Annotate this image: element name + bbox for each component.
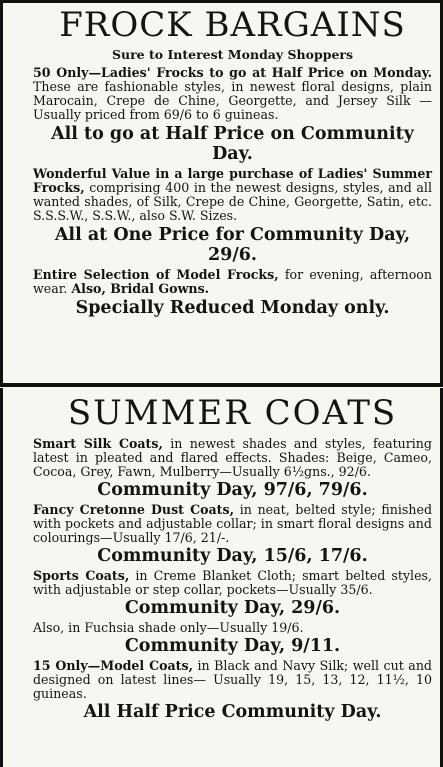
coats-price-1: Community Day, 97/6, 79/6. bbox=[97, 480, 368, 500]
coats-item-5-lead: 15 Only—Model Coats, bbox=[33, 658, 193, 673]
frock-item-1-lead: 50 Only—Ladies' Frocks to go at Half Price on Monday. bbox=[33, 65, 432, 80]
coats-price-5: All Half Price Community Day. bbox=[83, 702, 382, 722]
frock-item-3 bbox=[33, 268, 432, 296]
section-divider bbox=[0, 383, 443, 387]
coats-price-3: Community Day, 29/6. bbox=[124, 598, 341, 618]
coats-item-3 bbox=[33, 569, 432, 597]
coats-item-5-text: in Black and Navy Silk; well cut and designed on latest lines— Usually 19, 15, 13, 12, 11½, 10 guineas. bbox=[33, 658, 432, 701]
frock-bargains-title: FROCK BARGAINS bbox=[59, 5, 406, 45]
frock-item-3-lead-2: Also, Bridal Gowns. bbox=[71, 281, 210, 296]
coats-item-1-text: in newest shades and styles, featuring latest in pleated and flared effects. Shades: Beige, Cameo, Cocoa, Grey, Fawn, Mulberry—Usually 6½gns., 92/6. bbox=[33, 436, 432, 479]
frock-item-2 bbox=[33, 167, 432, 223]
summer-coats-section bbox=[0, 388, 443, 767]
coats-item-1 bbox=[33, 437, 432, 479]
frock-item-1 bbox=[33, 66, 432, 122]
coats-item-2 bbox=[33, 503, 432, 545]
coats-item-1-lead: Smart Silk Coats, bbox=[33, 436, 163, 451]
coats-price-2: Community Day, 15/6, 17/6. bbox=[97, 546, 368, 566]
frock-item-1-text: These are fashionable styles, in newest floral designs, plain Marocain, Crepe de Chine, Georgette, and Jersey Silk —Usually priced from 69/6 to 6 guineas. bbox=[33, 79, 432, 122]
frock-item-3-lead: Entire Selection of Model Frocks, bbox=[33, 267, 279, 282]
coats-item-5 bbox=[33, 659, 432, 701]
coats-item-3-lead: Sports Coats, bbox=[33, 568, 130, 583]
frock-item-3-text: for evening, afternoon wear. bbox=[33, 267, 432, 296]
coats-price-4: Community Day, 9/11. bbox=[124, 636, 341, 656]
coats-item-3-text: in Creme Blanket Cloth; smart belted styles, with adjustable or step collar, pockets—Usually 35/6. bbox=[33, 568, 432, 597]
coats-item-2-lead: Fancy Cretonne Dust Coats, bbox=[33, 502, 234, 517]
frock-price-2: All at One Price for Community Day, 29/6. bbox=[54, 225, 411, 265]
frock-price-3: Specially Reduced Monday only. bbox=[75, 298, 390, 318]
frock-item-2-text: comprising 400 in the newest designs, styles, and all wanted shades, of Silk, Crepe de Chine, Georgette, Satin, etc. S.S.S.W., S.S.W., also S.W. Sizes. bbox=[33, 180, 432, 223]
coats-item-4: Also, in Fuchsia shade only—Usually 19/6. bbox=[33, 620, 304, 635]
coats-item-2-text: in neat, belted style; finished with pockets and adjustable collar; in smart floral designs and colourings—Usually 17/6, 21/-. bbox=[33, 502, 432, 545]
frock-subtitle: Sure to Interest Monday Shoppers bbox=[111, 47, 354, 62]
frock-item-2-lead: Wonderful Value in a large purchase of Ladies' Summer Frocks, bbox=[33, 166, 432, 195]
summer-coats-title: SUMMER COATS bbox=[67, 393, 398, 433]
frock-price-1: All to go at Half Price on Community Day. bbox=[51, 124, 414, 164]
